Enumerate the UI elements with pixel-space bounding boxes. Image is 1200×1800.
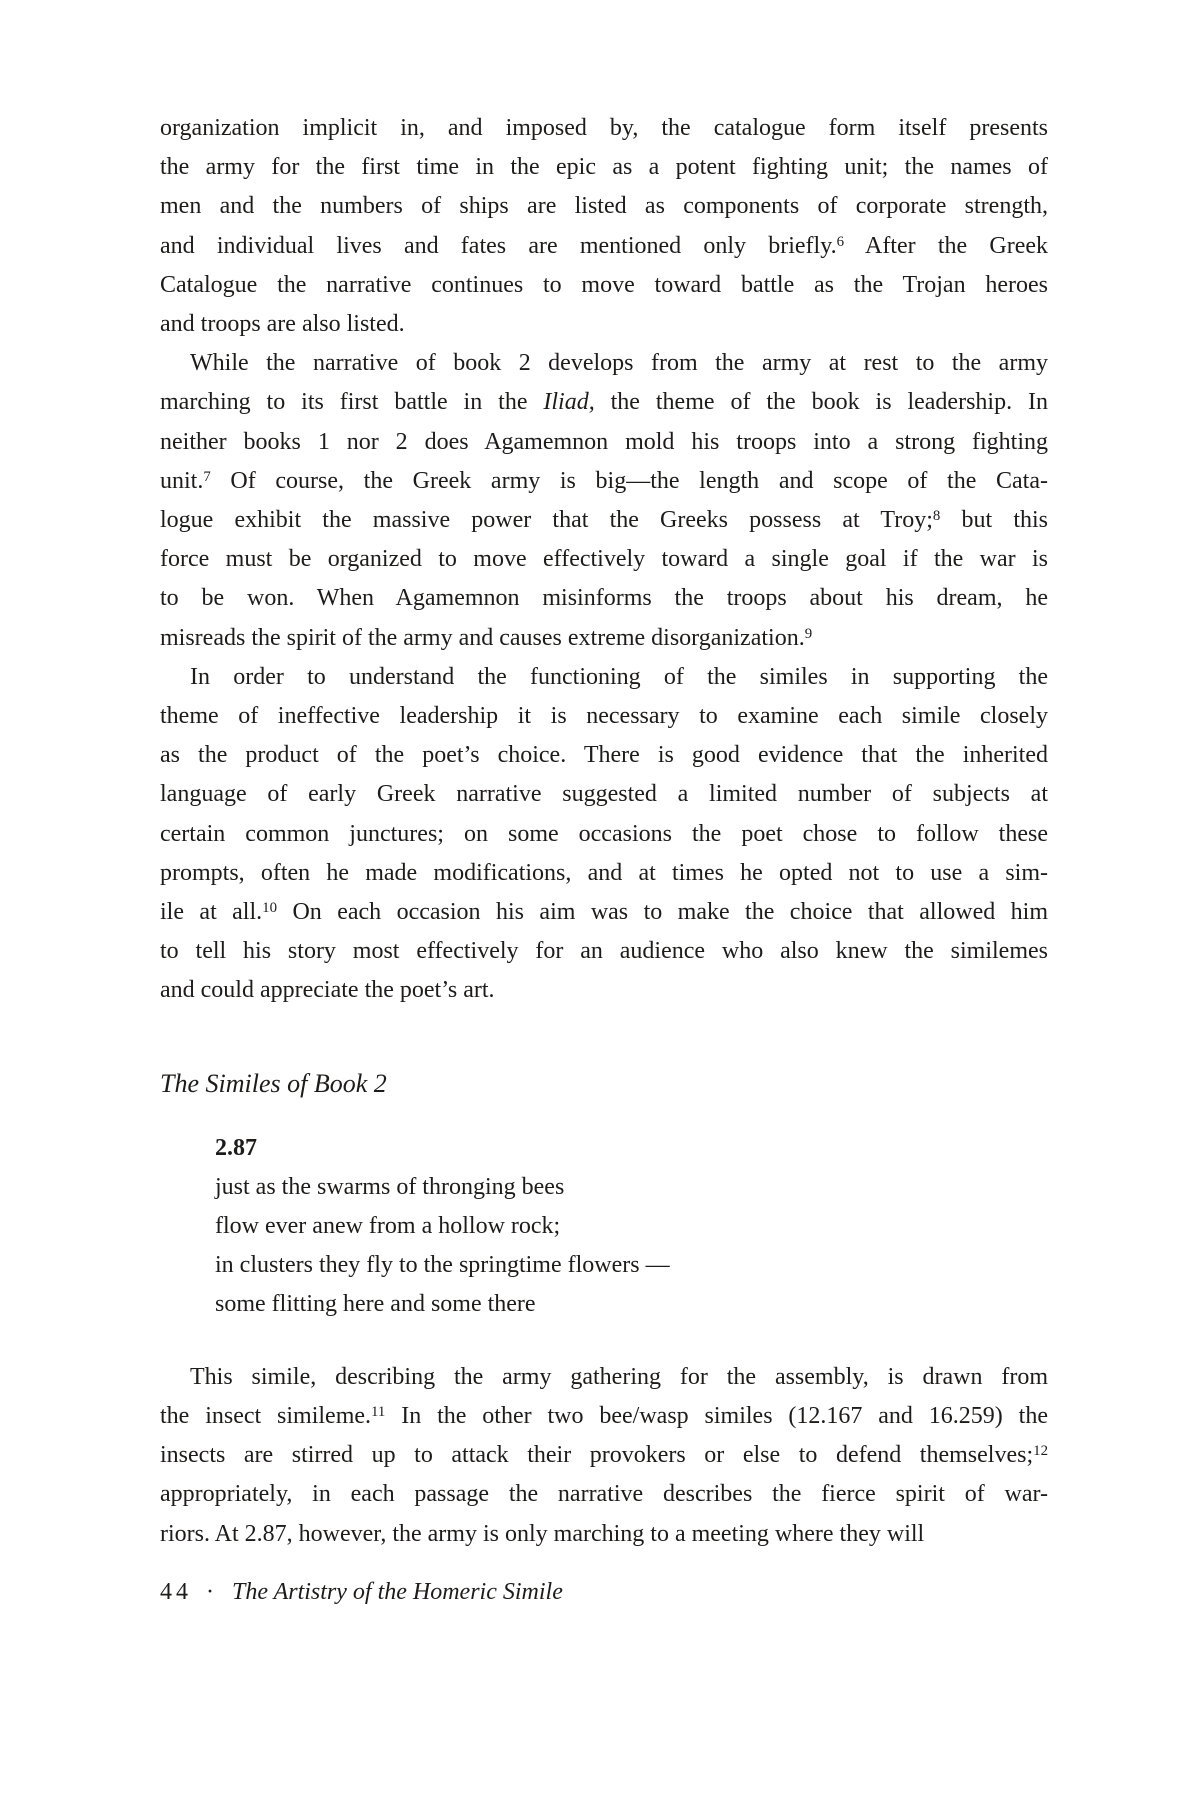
- text-line: the army for the first time in the epic as a potent fighting unit; the names of: [160, 154, 1048, 181]
- text-line: prompts, often he made modifications, and at times he opted not to use a sim-: [160, 859, 1048, 886]
- verse-citation: 2.87: [215, 1134, 257, 1161]
- text-line: in clusters they fly to the springtime flowers —: [215, 1252, 670, 1279]
- text-line: logue exhibit the massive power that the Greeks possess at Troy;$^8$ but this: [160, 507, 1048, 534]
- text-line: While the narrative of book 2 develops from the army at rest to the army: [190, 350, 1048, 377]
- verse-lines: [215, 1168, 1048, 1325]
- text-line: Catalogue the narrative continues to move toward battle as the Trojan heroes: [160, 271, 1048, 298]
- text-line: men and the numbers of ships are listed as components of corporate strength,: [160, 193, 1048, 220]
- text-line: marching to its first battle in the Iliad, the theme of the book is leadership. In: [160, 389, 1048, 416]
- paragraph-simile-functioning: [160, 658, 1048, 1011]
- text-line: some flitting here and some there: [215, 1291, 536, 1318]
- page-footer: [160, 1577, 563, 1607]
- text-line: neither books 1 nor 2 does Agamemnon mold his troops into a strong fighting: [160, 428, 1048, 455]
- text-line: just as the swarms of thronging bees: [215, 1173, 565, 1200]
- text-line: riors. At 2.87, however, the army is only marching to a meeting where they will: [160, 1520, 925, 1547]
- footer-separator-dot: ·: [206, 1579, 214, 1605]
- text-line: theme of ineffective leadership it is necessary to examine each simile closely: [160, 703, 1048, 730]
- paragraph-continuation: [160, 109, 1048, 344]
- text-line: and could appreciate the poet’s art.: [160, 977, 495, 1004]
- text-line: force must be organized to move effectively toward a single goal if the war is: [160, 546, 1048, 573]
- text-line: to tell his story most effectively for an audience who also knew the similemes: [160, 938, 1048, 965]
- text-line: and individual lives and fates are mentioned only briefly.$^6$ After the Greek: [160, 232, 1048, 259]
- verse-quotation-block: [215, 1129, 1048, 1325]
- text-line: language of early Greek narrative suggested a limited number of subjects at: [160, 781, 1048, 808]
- page-text-column: [160, 109, 1048, 1554]
- text-line: as the product of the poet’s choice. There is good evidence that the inherited: [160, 742, 1048, 769]
- section-heading: The Similes of Book 2: [160, 1068, 387, 1098]
- text-line: certain common junctures; on some occasions the poet chose to follow these: [160, 820, 1048, 847]
- text-line: This simile, describing the army gathering for the assembly, is drawn from: [190, 1363, 1048, 1390]
- paragraph-book2-leadership: [160, 344, 1048, 658]
- text-line: insects are stirred up to attack their provokers or else to defend themselves;$^{12}$: [160, 1442, 1048, 1469]
- text-line: the insect simileme.$^{11}$ In the other two bee/wasp similes (12.167 and 16.259) the: [160, 1402, 1048, 1429]
- page-number: 44: [160, 1579, 192, 1605]
- text-line: appropriately, in each passage the narrative describes the fierce spirit of war-: [160, 1481, 1048, 1508]
- paragraph-simile-discussion: [160, 1358, 1048, 1554]
- text-line: In order to understand the functioning of the similes in supporting the: [190, 663, 1048, 690]
- running-book-title: The Artistry of the Homeric Simile: [232, 1579, 563, 1605]
- text-line: to be won. When Agamemnon misinforms the troops about his dream, he: [160, 585, 1048, 612]
- text-line: ile at all.$^{10}$ On each occasion his aim was to make the choice that allowed him: [160, 899, 1048, 926]
- text-line: unit.$^7$ Of course, the Greek army is big—the length and scope of the Cata-: [160, 467, 1048, 494]
- text-line: organization implicit in, and imposed by, the catalogue form itself presents: [160, 115, 1048, 141]
- text-line: and troops are also listed.: [160, 311, 405, 338]
- text-line: misreads the spirit of the army and causes extreme disorganization.$^9$: [160, 624, 813, 651]
- text-line: flow ever anew from a hollow rock;: [215, 1213, 561, 1240]
